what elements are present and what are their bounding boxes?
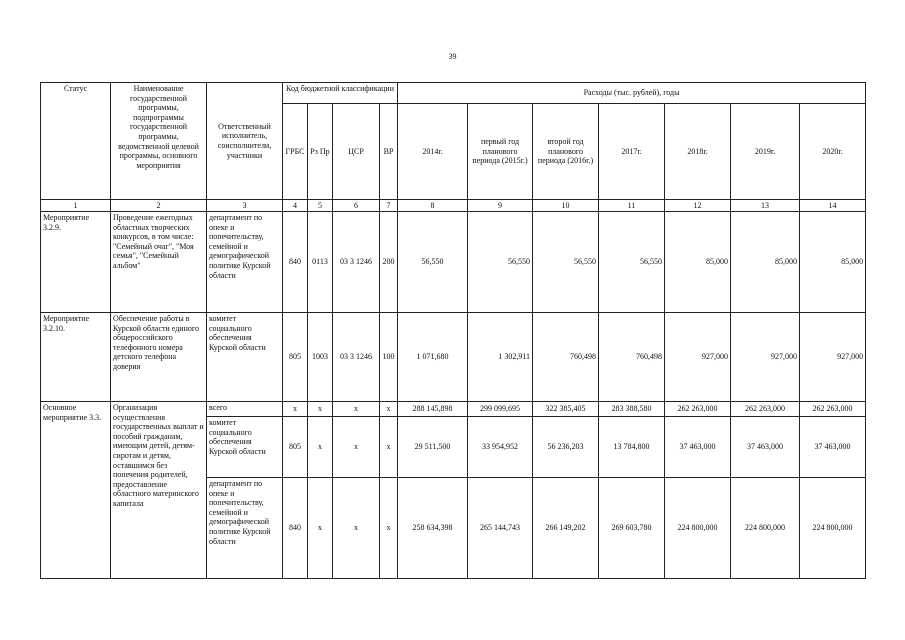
column-number: 6 [333, 200, 380, 212]
row-value-2018: 224 800,000 [665, 478, 731, 579]
row-value-2017: 269 603,780 [599, 478, 665, 579]
row-value-2020: 262 263,000 [800, 402, 866, 417]
row-executor: департамент по опеке и попечительству, семейной и демографической политике Курской области [207, 478, 283, 579]
row-value-2018: 85,000 [665, 212, 731, 313]
row-value-2014: 288 145,898 [398, 402, 468, 417]
row-vr: 200 [380, 212, 398, 313]
row-rzpr: 0113 [308, 212, 333, 313]
header-2018: 2018г. [665, 104, 731, 200]
column-number: 1 [41, 200, 111, 212]
row-grbs: x [283, 402, 308, 417]
row-value-2019: 927,000 [731, 313, 800, 402]
row-rzpr: x [308, 402, 333, 417]
table-row [41, 313, 866, 402]
budget-table [40, 82, 866, 579]
column-number: 13 [731, 200, 800, 212]
header-2014: 2014г. [398, 104, 468, 200]
row-value-2017: 56,550 [599, 212, 665, 313]
table-header-row [41, 83, 866, 104]
row-value-2016: 760,498 [533, 313, 599, 402]
row-value-2015: 265 144,743 [468, 478, 533, 579]
header-2019: 2019г. [731, 104, 800, 200]
header-program-name: Наименование государственной программы, подпрограммы государственной программы, ведомственной целевой программы, основного мероприятия [111, 83, 207, 200]
row-rzpr: x [308, 417, 333, 478]
row-vr: x [380, 478, 398, 579]
row-value-2016: 322 385,405 [533, 402, 599, 417]
row-name: Обеспечение работы в Курской области единого общероссийского телефонного номера детского телефона доверия [111, 313, 207, 402]
table-row [41, 212, 866, 313]
row-value-2016: 56 236,203 [533, 417, 599, 478]
header-grbs: ГРБС [283, 104, 308, 200]
header-rzpr: Рз Пр [308, 104, 333, 200]
row-value-2014: 258 634,398 [398, 478, 468, 579]
row-value-2020: 85,000 [800, 212, 866, 313]
row-value-2020: 37 463,000 [800, 417, 866, 478]
row-value-2019: 262 263,000 [731, 402, 800, 417]
column-number: 8 [398, 200, 468, 212]
row-vr: x [380, 402, 398, 417]
row-value-2019: 37 463,000 [731, 417, 800, 478]
column-number: 7 [380, 200, 398, 212]
column-number: 3 [207, 200, 283, 212]
row-csr: 03 3 1246 [333, 212, 380, 313]
header-2017: 2017г. [599, 104, 665, 200]
row-value-2018: 37 463,000 [665, 417, 731, 478]
row-value-2020: 927,000 [800, 313, 866, 402]
row-grbs: 840 [283, 212, 308, 313]
group-name: Организация осуществления государственных выплат и пособий гражданам, имеющим детей, детям-сиротам и детям, оставшимся без попечения родителей, предоставление областного материнского капитала [111, 402, 207, 579]
row-value-2017: 283 388,580 [599, 402, 665, 417]
row-value-2017: 760,498 [599, 313, 665, 402]
row-csr: x [333, 402, 380, 417]
column-number: 14 [800, 200, 866, 212]
row-vr: 100 [380, 313, 398, 402]
row-value-2016: 56,550 [533, 212, 599, 313]
row-value-2014: 56,550 [398, 212, 468, 313]
header-executor: Ответственный исполнитель, соисполнители, участники [207, 83, 283, 200]
row-value-2015: 1 302,911 [468, 313, 533, 402]
header-csr: ЦСР [333, 104, 380, 200]
row-csr: x [333, 478, 380, 579]
header-2020: 2020г. [800, 104, 866, 200]
row-grbs: 840 [283, 478, 308, 579]
row-value-2020: 224 800,000 [800, 478, 866, 579]
row-value-2015: 33 954,952 [468, 417, 533, 478]
column-number: 5 [308, 200, 333, 212]
row-csr: x [333, 417, 380, 478]
row-value-2015: 299 099,695 [468, 402, 533, 417]
header-expenses: Расходы (тыс. рублей), годы [398, 83, 866, 104]
row-rzpr: x [308, 478, 333, 579]
row-value-2019: 85,000 [731, 212, 800, 313]
column-number-row [41, 200, 866, 212]
row-value-2018: 927,000 [665, 313, 731, 402]
row-executor: комитет социального обеспечения Курской области [207, 313, 283, 402]
row-executor: департамент по опеке и попечительству, семейной и демографической политике Курской области [207, 212, 283, 313]
group-status: Основное мероприятие 3.3. [41, 402, 111, 579]
row-vr: x [380, 417, 398, 478]
row-value-2015: 56,550 [468, 212, 533, 313]
header-2015: первый год планового периода (2015г.) [468, 104, 533, 200]
row-value-2019: 224 800,000 [731, 478, 800, 579]
column-number: 2 [111, 200, 207, 212]
row-csr: 03 3 1246 [333, 313, 380, 402]
row-grbs: 805 [283, 313, 308, 402]
row-value-2014: 1 071,680 [398, 313, 468, 402]
header-2016: второй год планового периода (2016г.) [533, 104, 599, 200]
header-status: Статус [41, 83, 111, 200]
row-rzpr: 1003 [308, 313, 333, 402]
row-executor: всего [207, 402, 283, 417]
row-grbs: 805 [283, 417, 308, 478]
row-executor: комитет социального обеспечения Курской области [207, 417, 283, 478]
row-status: Мероприятие 3.2.10. [41, 313, 111, 402]
row-status: Мероприятие 3.2.9. [41, 212, 111, 313]
row-value-2017: 13 784,800 [599, 417, 665, 478]
column-number: 11 [599, 200, 665, 212]
row-name: Проведение ежегодных областных творческих конкурсов, в том числе: "Семейный очаг", "Моя семья", "Семейный альбом" [111, 212, 207, 313]
column-number: 10 [533, 200, 599, 212]
row-value-2018: 262 263,000 [665, 402, 731, 417]
table-row [41, 402, 866, 417]
column-number: 9 [468, 200, 533, 212]
column-number: 4 [283, 200, 308, 212]
header-vr: ВР [380, 104, 398, 200]
column-number: 12 [665, 200, 731, 212]
row-value-2016: 266 149,202 [533, 478, 599, 579]
row-value-2014: 29 511,500 [398, 417, 468, 478]
page-number: 39 [448, 52, 457, 61]
header-budget-code: Код бюджетной классификации [283, 83, 398, 104]
